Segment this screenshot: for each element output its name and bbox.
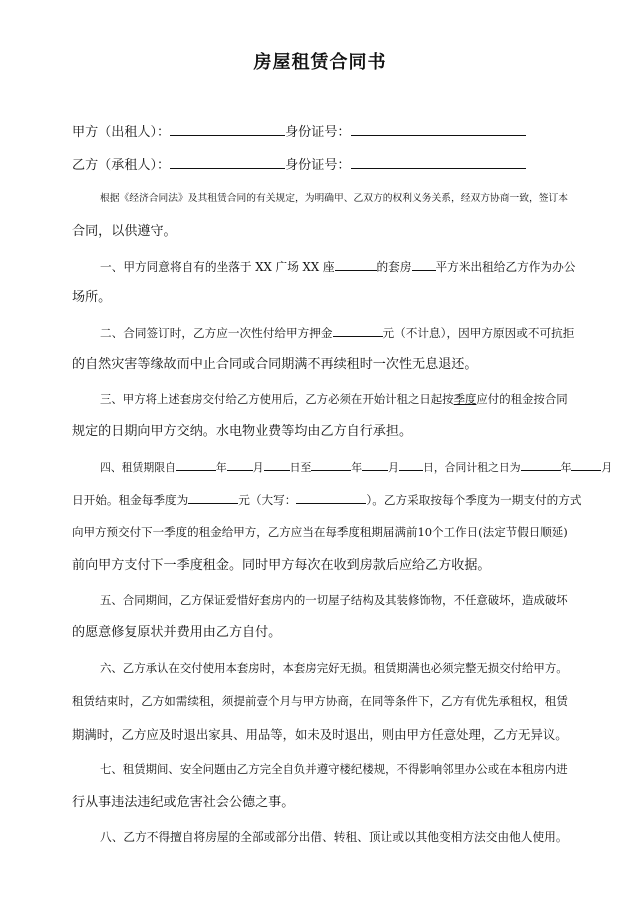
clause-7-line-2: 行从事违法违纪或危害社会公德之事。 [72,795,295,810]
day-label: 日，合同计租之日为 [422,461,521,474]
clause-4-start-month-blank[interactable] [227,456,253,471]
clause-1-line-2: 场所。 [72,290,112,305]
clause-4-line-3: 向甲方预交付下一季度的租金给甲方，乙方应当在每季度租期届满前10个工作日(法定节假日顺延) [72,525,568,539]
clause-4-rent-month-blank[interactable] [571,456,601,471]
party-a-line [72,121,572,143]
year-label: 年 [215,461,227,474]
clause-4-rent-amount-blank[interactable] [188,489,238,504]
clause-6-line-1: 六、乙方承认在交付使用本套房时，本套房完好无损。租赁期满也必须完整无损交付给甲方。 [100,661,568,675]
clause-4-start-day-blank[interactable] [264,456,290,471]
clause-3-text-a: 三、甲方将上述套房交付给乙方使用后，乙方必须在开始计租之日起按 [100,392,454,406]
clause-4-line-1 [100,456,613,478]
clause-2-text-a: 二、合同签订时，乙方应一次性付给甲方押金 [100,326,333,340]
party-b-line [72,154,572,176]
party-a-id-blank[interactable] [351,121,526,136]
clause-4-line-2 [72,489,582,510]
clause-4-rent-year-blank[interactable] [521,456,561,471]
clause-3-text-b: 应付的租金按合同 [476,392,568,406]
clause-3-line-2: 规定的日期向甲方交纳。水电物业费等均由乙方自行承担。 [72,424,413,439]
document-title: 房屋租赁合同书 [253,52,387,73]
clause-5-line-2: 的愿意修复原状并费用由乙方自付。 [72,625,282,640]
clause-4-rent-uppercase-blank[interactable] [296,489,366,504]
clause-4-text-a: 四、租赁期限自 [100,461,176,474]
clause-8-line-1: 八、乙方不得擅自将房屋的全部或部分出借、转租、顶让或以其他变相方法交由他人使用。 [100,830,568,844]
clause-4-text-l2c: ）。乙方采取按每个季度为一期支付的方式 [366,493,582,507]
party-a-id-label: 身份证号： [285,125,351,140]
clause-1-text-b: 的套房 [376,260,412,274]
intro-line-2: 合同，以供遵守。 [72,224,177,239]
year-label: 年 [560,461,572,474]
month-label: 月 [601,461,613,474]
party-a-name-blank[interactable] [170,121,285,136]
clause-1-room-blank[interactable] [335,256,377,271]
clause-4-line-4: 前向甲方支付下一季度租金。同时甲方每次在收到房款后应给乙方收据。 [72,558,491,573]
clause-3-underlined-term: 季度 [453,392,477,406]
clause-3-line-1 [100,389,570,409]
clause-4-start-year-blank[interactable] [176,456,216,471]
month-label: 月 [388,461,399,474]
day-to-label: 日至 [289,461,312,474]
party-a-label: 甲方（出租人）： [72,125,171,140]
clause-5-line-1: 五、合同期间，乙方保证爱惜好套房内的一切屋子结构及其装修饰物，不任意破坏，造成破坏 [100,593,568,607]
party-b-id-blank[interactable] [351,154,526,169]
clause-6-line-2: 租赁结束时，乙方如需续租，须提前壹个月与甲方协商，在同等条件下，乙方有优先承租权，租赁 [72,694,568,708]
clause-4-end-month-blank[interactable] [362,456,388,471]
party-b-id-label: 身份证号： [285,158,351,173]
clause-1-text-c: 平方米出租给乙方作为办公 [435,260,576,274]
clause-2-deposit-blank[interactable] [333,322,383,337]
clause-1-line-1 [100,256,576,277]
clause-4-text-l2b: 元（大写： [238,493,297,507]
clause-2-line-1 [100,322,575,343]
party-b-name-blank[interactable] [170,154,285,169]
clause-1-area-blank[interactable] [412,256,436,271]
clause-4-end-day-blank[interactable] [399,456,423,471]
clause-7-line-1: 七、租赁期间、安全问题由乙方完全自负并遵守楼纪楼规，不得影响邻里办公或在本租房内进 [100,762,568,776]
clause-2-text-b: 元（不计息），因甲方原因或不可抗拒 [382,326,575,340]
clause-4-text-l2a: 日开始。租金每季度为 [72,493,189,507]
intro-line-1: 根据《经济合同法》及其租赁合同的有关规定，为明确甲、乙双方的权利义务关系，经双方协商一致，签订本 [100,193,568,204]
party-b-label: 乙方（承租人）： [72,158,171,173]
month-label: 月 [252,461,264,474]
clause-2-line-2: 的自然灾害等缘故而中止合同或合同期满不再续租时一次性无息退还。 [72,357,478,372]
clause-4-end-year-blank[interactable] [311,456,351,471]
year-label: 年 [351,461,363,474]
clause-6-line-3: 期满时，乙方应及时退出家具、用品等，如未及时退出，则由甲方任意处理，乙方无异议。 [72,727,568,742]
clause-1-text-a: 一、甲方同意将自有的坐落于 XX 广场 XX 座 [100,260,335,274]
